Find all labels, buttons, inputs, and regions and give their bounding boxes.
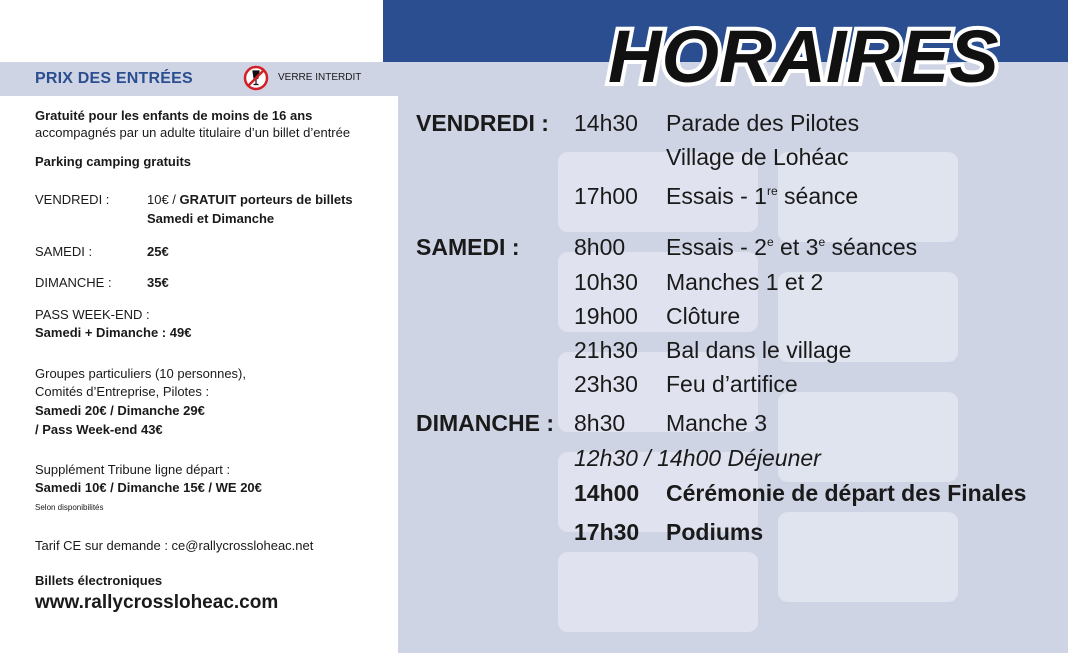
vendredi-price-row [147,191,353,208]
dimanche-price-label: DIMANCHE : [35,275,112,290]
time-samedi-4: 21h30 [574,337,638,363]
pass-weekend-price: Samedi + Dimanche : 49€ [35,325,192,340]
time-dimanche-1: 8h30 [574,410,626,436]
horaires-title [600,6,1000,96]
day-vendredi: VENDREDI : [416,110,549,136]
time-vendredi-1: 14h30 [574,110,638,136]
event-vendredi-2: Essais - 1re séance [666,183,859,209]
no-glass-icon [243,65,269,91]
verre-interdit-label: VERRE INTERDIT [278,72,362,83]
tarif-ce-text: Tarif CE sur demande : ce@rallycrossloheac.net [35,538,314,553]
billets-electroniques: Billets électroniques [35,573,163,588]
selon-disponibilites: Selon disponibilités [35,503,104,512]
day-dimanche: DIMANCHE : [416,410,554,436]
website-link[interactable]: www.rallycrossloheac.com [35,592,279,613]
parking-text: Parking camping gratuits [35,154,192,169]
event-vendredi-1a: Parade des Pilotes [666,110,860,136]
time-dimanche-3: 17h30 [574,519,640,545]
vendredi-gratuit-days: Samedi et Dimanche [147,211,275,226]
samedi-price-label: SAMEDI : [35,244,93,259]
dimanche-price: 35€ [147,275,169,290]
time-dimanche-2: 14h00 [574,480,640,506]
time-samedi-5: 23h30 [574,371,638,397]
event-dimanche-3: Podiums [666,519,764,545]
groupes-line-1: Groupes particuliers (10 personnes), [35,366,246,381]
event-dimanche-1: Manche 3 [666,410,768,436]
event-samedi-3: Clôture [666,303,741,329]
vendredi-gratuit: GRATUIT porteurs de billets [179,192,353,207]
time-samedi-3: 19h00 [574,303,638,329]
dejeuner-slot: 12h30 / 14h00 Déjeuner [574,445,821,471]
time-vendredi-2: 17h00 [574,183,638,209]
event-samedi-2: Manches 1 et 2 [666,269,824,295]
event-samedi-5: Feu d’artifice [666,371,798,397]
vendredi-price: 10€ / [147,192,180,207]
gratuite-line-2: accompagnés par un adulte titulaire d’un billet d’entrée [35,125,351,140]
time-samedi-2: 10h30 [574,269,638,295]
supplement-line-1: Supplément Tribune ligne départ : [35,462,231,477]
pass-weekend-label: PASS WEEK-END : [35,307,150,322]
groupes-line-2: Comités d’Entreprise, Pilotes : [35,384,210,399]
svg-text:HORAIRES: HORAIRES [608,15,999,96]
supplement-line-2: Samedi 10€ / Dimanche 15€ / WE 20€ [35,480,262,495]
event-samedi-1: Essais - 2e et 3e séances [666,234,918,260]
groupes-line-4: / Pass Week-end 43€ [35,422,163,437]
day-samedi: SAMEDI : [416,234,520,260]
groupes-line-3: Samedi 20€ / Dimanche 29€ [35,403,205,418]
event-vendredi-1b: Village de Lohéac [666,144,849,170]
gratuite-line-1: Gratuité pour les enfants de moins de 16 ans [35,108,313,123]
event-dimanche-2: Cérémonie de départ des Finales [666,480,1027,506]
vendredi-price-label: VENDREDI : [35,192,110,207]
time-samedi-1: 8h00 [574,234,626,260]
prix-title: PRIX DES ENTRÉES [35,70,193,87]
samedi-price: 25€ [147,244,169,259]
event-samedi-4: Bal dans le village [666,337,852,363]
